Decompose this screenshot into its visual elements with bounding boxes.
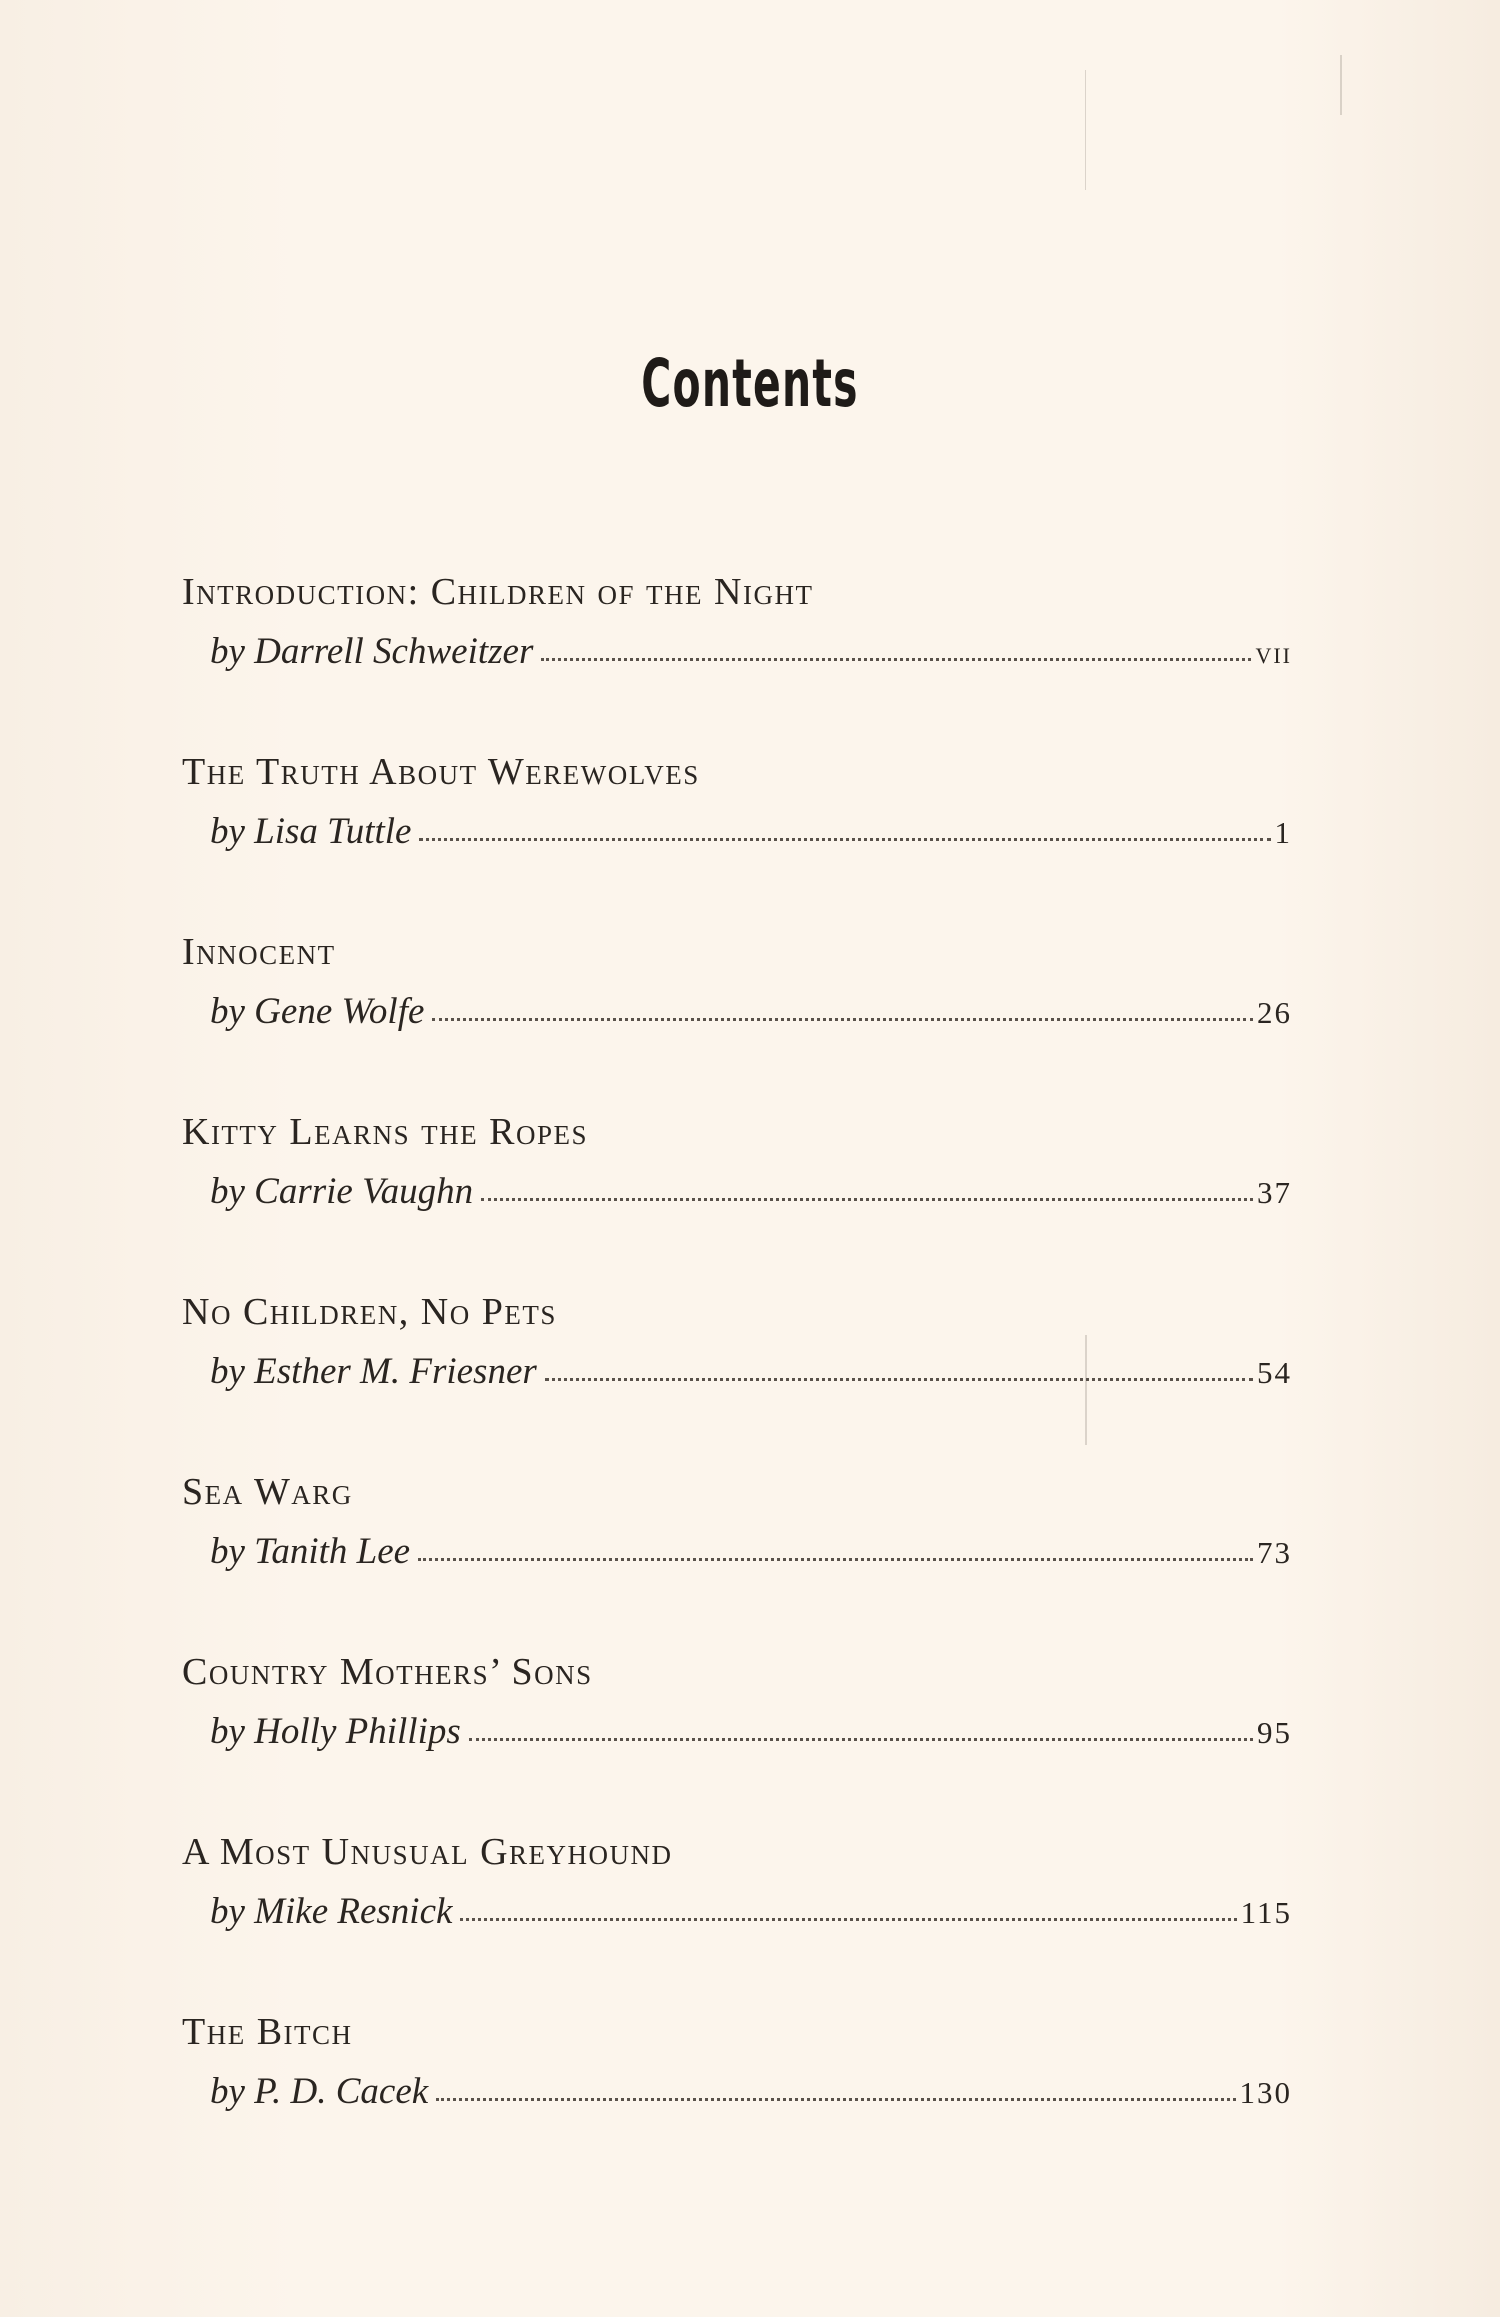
leader-row [210, 810, 1292, 860]
story-title: Innocent [182, 931, 336, 973]
dot-leader [545, 1378, 1253, 1381]
page-number: 37 [1257, 1175, 1292, 1210]
author-name: by P. D. Cacek [210, 2071, 429, 2112]
author-name: by Darrell Schweitzer [210, 631, 534, 672]
leader-row [210, 1890, 1292, 1940]
toc-entry[interactable] [182, 930, 1292, 1050]
page-number: 1 [1274, 815, 1292, 850]
toc-entry[interactable] [182, 1110, 1292, 1230]
author-name: by Esther M. Friesner [210, 1351, 537, 1392]
scan-mark [1340, 55, 1342, 115]
story-title: Country Mothers’ Sons [182, 1651, 593, 1693]
story-title: The Truth About Werewolves [182, 751, 700, 793]
leader-row [210, 1350, 1292, 1400]
page-number: 115 [1240, 1895, 1292, 1930]
author-name: by Holly Phillips [210, 1711, 461, 1752]
toc-entry[interactable] [182, 1290, 1292, 1410]
author-name: by Carrie Vaughn [210, 1171, 474, 1212]
story-title: No Children, No Pets [182, 1291, 557, 1333]
toc-entry[interactable] [182, 750, 1292, 870]
scan-mark [1085, 70, 1086, 190]
story-title: Introduction: Children of the Night [182, 571, 814, 613]
leader-row [210, 630, 1292, 680]
author-name: by Mike Resnick [210, 1891, 453, 1932]
dot-leader [418, 1558, 1253, 1561]
leader-row [210, 1170, 1292, 1220]
dot-leader [436, 2098, 1235, 2101]
author-name: by Tanith Lee [210, 1531, 411, 1572]
dot-leader [460, 1918, 1236, 1921]
story-title: Sea Warg [182, 1471, 353, 1513]
page-number: vii [1255, 635, 1292, 670]
page-number: 73 [1257, 1535, 1292, 1570]
leader-row [210, 1530, 1292, 1580]
author-name: by Gene Wolfe [210, 991, 425, 1032]
page-title: Contents [641, 345, 859, 422]
page-number: 54 [1257, 1355, 1292, 1390]
page-number: 130 [1239, 2075, 1292, 2110]
dot-leader [419, 838, 1270, 841]
story-title: The Bitch [182, 2011, 353, 2053]
toc-entry[interactable] [182, 1830, 1292, 1950]
dot-leader [432, 1018, 1253, 1021]
leader-row [210, 2070, 1292, 2120]
dot-leader [541, 658, 1251, 661]
page-number: 95 [1257, 1715, 1292, 1750]
leader-row [210, 990, 1292, 1040]
toc-entry[interactable] [182, 2010, 1292, 2130]
toc-entry[interactable] [182, 1470, 1292, 1590]
leader-row [210, 1710, 1292, 1760]
story-title: A Most Unusual Greyhound [182, 1831, 673, 1873]
author-name: by Lisa Tuttle [210, 811, 412, 852]
dot-leader [469, 1738, 1253, 1741]
toc-entry[interactable] [182, 1650, 1292, 1770]
dot-leader [481, 1198, 1253, 1201]
page-number: 26 [1257, 995, 1292, 1030]
toc-entry[interactable] [182, 570, 1292, 690]
story-title: Kitty Learns the Ropes [182, 1111, 588, 1153]
